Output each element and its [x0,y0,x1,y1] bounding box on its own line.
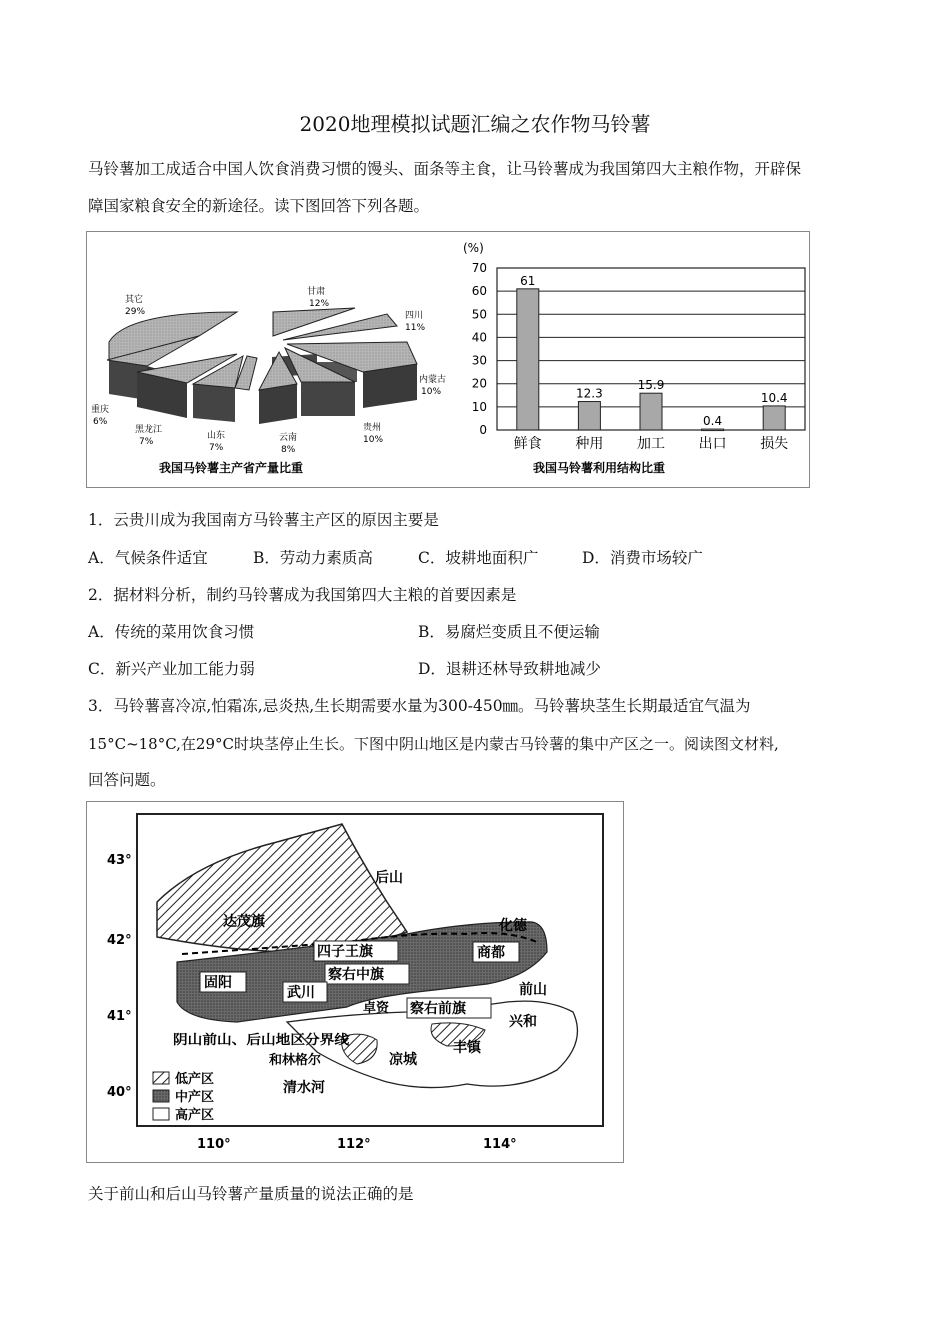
bar-value-label: 0.4 [703,414,723,429]
q3-line-3: 回答问题。 [88,771,166,789]
pie-label-云南: 云南 [279,433,298,443]
boundary-label: 阴山前山、后山地区分界线 [173,1033,330,1048]
place-chahaer: 察右中旗 [328,967,384,983]
lon-110: 110° [197,1137,231,1152]
q1-stem: 1．云贵川成为我国南方马铃薯主产区的原因主要是 [88,511,439,529]
pie-pct-云南: 8% [281,445,296,455]
pie-label-甘肃: 甘肃 [307,287,326,297]
bar-category-label: 种用 [575,436,604,452]
bar-ytick-label: 30 [471,353,487,368]
intro-line-2: 障国家粮食安全的新途径。读下图回答下列各题。 [88,197,430,215]
pie-pct-甘肃: 12% [309,299,330,309]
bar-category-label: 出口 [698,436,727,452]
bar-鲜食 [517,289,539,430]
q1-option-c: C．坡耕地面积广 [418,549,539,567]
bar-value-label: 15.9 [637,378,665,393]
intro-line-1: 马铃薯加工成适合中国人饮食消费习惯的馒头、面条等主食，让马铃薯成为我国第四大主粮作物，开辟保 [88,160,802,178]
bar-种用 [578,402,600,430]
bar-y-unit: (%) [463,241,484,255]
place-siziwang: 四子王旗 [317,944,373,960]
bar-出口 [702,429,724,431]
place-helinge: 和林格尔 [269,1053,322,1068]
pie-pct-内蒙古: 10% [421,387,442,397]
pie-label-四川: 四川 [405,311,424,321]
pie-label-贵州: 贵州 [363,423,382,433]
pie-label-重庆: 重庆 [91,405,110,415]
bar-加工 [640,393,662,430]
legend-low: 低产区 [175,1072,215,1087]
q2-option-b: B．易腐烂变质且不便运输 [418,623,600,641]
place-damao: 达茂旗 [223,914,265,930]
pie-label-其它: 其它 [125,295,144,305]
bar-ytick-label: 70 [471,261,487,275]
bar-ytick-label: 0 [479,423,487,437]
bar-value-label: 61 [520,273,536,288]
place-guyang: 固阳 [204,975,232,991]
figure-charts [86,231,810,488]
bar-损失 [763,406,785,430]
q1-option-b: B．劳动力素质高 [253,549,373,567]
q3-line-1: 3．马铃薯喜冷凉,怕霜冻,忌炎热,生长期需要水量为300-450㎜。马铃薯块茎生长期最适宜气温为 [88,697,751,715]
pie-label-黑龙江: 黑龙江 [135,425,163,435]
map-legend [153,1071,214,1123]
place-chaqian: 察右前旗 [410,1001,466,1017]
bar-value-label: 12.3 [576,386,603,401]
pie-label-山东: 山东 [207,431,226,441]
place-qianshan: 前山 [519,982,547,998]
bar-value-label: 10.4 [760,390,788,405]
q1-option-a: A．气候条件适宜 [88,549,208,567]
pie-title: 我国马铃薯主产省产量比重 [159,461,304,475]
pie-pct-贵州: 10% [363,435,384,445]
q2-option-a: A．传统的菜用饮食习惯 [88,623,255,641]
q1-option-d: D．消费市场较广 [582,549,703,567]
place-shangdu: 商都 [477,945,505,961]
pie-label-内蒙古: 内蒙古 [419,375,447,385]
lat-43: 43° [107,853,132,868]
place-liangcheng: 凉城 [389,1052,417,1068]
place-houshan: 后山 [375,870,403,886]
q2-option-d: D．退耕还林导致耕地减少 [418,660,601,678]
pie-pct-山东: 7% [209,443,224,453]
lat-40: 40° [107,1085,132,1100]
pie-pct-四川: 11% [405,323,426,333]
bar-title: 我国马铃薯利用结构比重 [533,461,666,475]
q2-option-c: C．新兴产业加工能力弱 [88,660,255,678]
page-title: 2020地理模拟试题汇编之农作物马铃薯 [299,112,651,136]
lat-41: 41° [107,1009,132,1024]
bar-category-label: 损失 [760,436,789,452]
bar-ytick-label: 60 [471,284,487,299]
legend-mid: 中产区 [175,1090,215,1105]
bar-category-label: 鲜食 [513,436,542,452]
q2-stem: 2．据材料分析，制约马铃薯成为我国第四大主粮的首要因素是 [88,586,517,604]
place-fengzhen: 丰镇 [453,1040,481,1056]
pie-chart [91,285,446,475]
place-zhuozi: 卓资 [363,1001,390,1016]
q3-line-2: 15°C~18°C,在29°C时块茎停止生长。下图中阴山地区是内蒙古马铃薯的集中产区之一。阅读图文材料, [88,735,779,753]
place-huade: 化德 [499,918,527,934]
bar-category-label: 加工 [637,436,665,452]
place-wuchuan: 武川 [287,985,315,1001]
figure-map [86,801,624,1163]
pie-pct-其它: 29% [125,307,146,317]
pie-pct-黑龙江: 7% [139,437,154,447]
bar-ytick-label: 20 [471,376,487,391]
lon-112: 112° [337,1137,371,1152]
place-qingshuihe: 清水河 [283,1080,325,1096]
legend-high: 高产区 [175,1108,215,1123]
bar-ytick-label: 10 [471,399,487,414]
bar-ytick-label: 40 [471,330,487,345]
place-xinghe: 兴和 [509,1014,537,1030]
pie-pct-重庆: 6% [93,417,108,427]
closing-question: 关于前山和后山马铃薯产量质量的说法正确的是 [88,1185,414,1203]
bar-chart [463,241,805,475]
lat-42: 42° [107,933,132,948]
bar-ytick-label: 50 [471,307,487,322]
lon-114: 114° [483,1137,517,1152]
